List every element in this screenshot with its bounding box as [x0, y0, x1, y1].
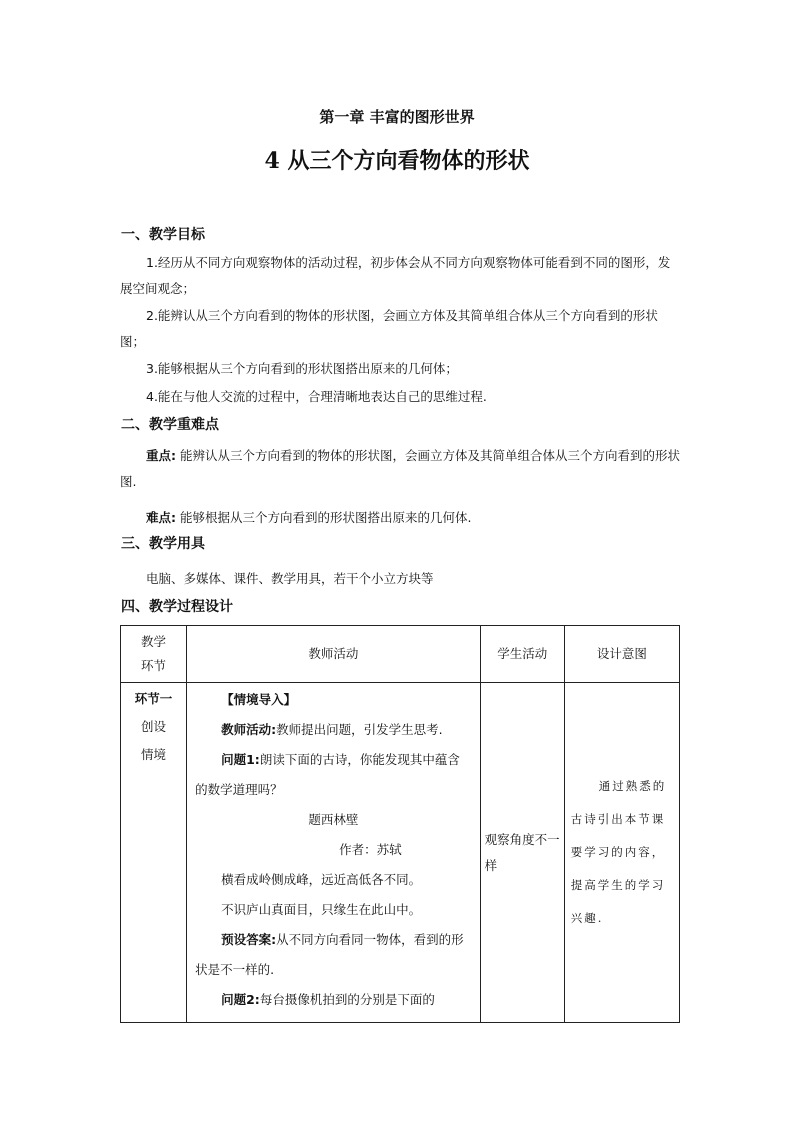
answer-line: [195, 925, 472, 985]
poem-line-1: 横看成岭侧成峰，远近高低各不同。: [221, 872, 422, 887]
key-point-paragraph: [120, 443, 680, 495]
header-teacher-activity: 教师活动: [187, 626, 481, 683]
question2-text: 每台摄像机拍到的分别是下面的: [259, 992, 435, 1007]
header-stage-line2: 环节: [141, 658, 167, 673]
stage-cell: [121, 683, 187, 1023]
question2-label: 问题2:: [221, 992, 260, 1007]
difficult-point-label: 难点:: [146, 510, 176, 525]
section-tag: 【情境导入】: [221, 692, 297, 707]
header-stage-line1: 教学: [141, 634, 167, 649]
teacher-activity-cell: [187, 683, 481, 1023]
tools-text: 电脑、多媒体、课件、教学用具，若干个小立方块等: [146, 571, 434, 586]
answer-label: 预设答案:: [221, 932, 277, 947]
question1-line: [195, 745, 472, 805]
stage-line1: 环节一: [134, 691, 173, 706]
question1-text: 朗读下面的古诗，你能发现其中蕴含的数学道理吗？: [195, 752, 460, 797]
design-intent-text: 通过熟悉的古诗引出本节课要学习的内容，提高学生的学习兴趣.: [570, 779, 667, 925]
goal-item-1: 1.经历从不同方向观察物体的活动过程，初步体会从不同方向观察物体可能看到不同的图形，发展空间观念；: [120, 255, 671, 296]
poem-title: 题西林壁: [308, 812, 359, 827]
header-stage: [121, 626, 187, 683]
section-heading-goals: 一、教学目标: [121, 227, 205, 243]
student-activity-cell: 观察角度不一样: [480, 683, 564, 1023]
question1-label: 问题1:: [221, 752, 260, 767]
key-point-label: 重点:: [146, 448, 176, 463]
stage-line3: 情境: [141, 747, 167, 762]
section-heading-key-points: 二、教学重难点: [121, 417, 219, 433]
goal-item-3: 3.能够根据从三个方向看到的形状图搭出原来的几何体；: [146, 361, 458, 376]
section-heading-process: 四、教学过程设计: [121, 599, 233, 615]
chapter-title: 第一章 丰富的图形世界: [319, 108, 475, 126]
question2-line: [195, 985, 472, 1015]
difficult-point-text: 能够根据从三个方向看到的形状图搭出原来的几何体.: [176, 510, 472, 525]
header-student-activity: 学生活动: [480, 626, 564, 683]
teacher-activity-line: [195, 715, 472, 745]
goal-item-4: 4.能在与他人交流的过程中，合理清晰地表达自己的思维过程.: [146, 389, 487, 404]
teacher-activity-text: 教师提出问题，引发学生思考.: [276, 722, 443, 737]
header-design-intent: 设计意图: [564, 626, 679, 683]
key-point-text: 能辨认从三个方向看到的物体的形状图，会画立方体及其简单组合体从三个方向看到的形状图.: [120, 448, 680, 489]
lesson-title: 4 从三个方向看物体的形状: [264, 148, 530, 174]
process-table: [120, 625, 680, 1023]
table-header-row: [121, 626, 680, 683]
answer-text: 从不同方向看同一物体，看到的形状是不一样的.: [195, 932, 464, 977]
teacher-activity-label: 教师活动:: [221, 722, 277, 737]
poem-line-2: 不识庐山真面目，只缘生在此山中。: [221, 902, 422, 917]
poem-author: 作者：苏轼: [339, 842, 402, 857]
table-row: [121, 683, 680, 1023]
goal-item-2: 2.能辨认从三个方向看到的物体的形状图，会画立方体及其简单组合体从三个方向看到的形状图；: [120, 308, 658, 349]
difficult-point-paragraph: [120, 505, 680, 531]
stage-line2: 创设: [141, 719, 167, 734]
design-intent-cell: [564, 683, 679, 1023]
section-heading-tools: 三、教学用具: [121, 536, 205, 552]
